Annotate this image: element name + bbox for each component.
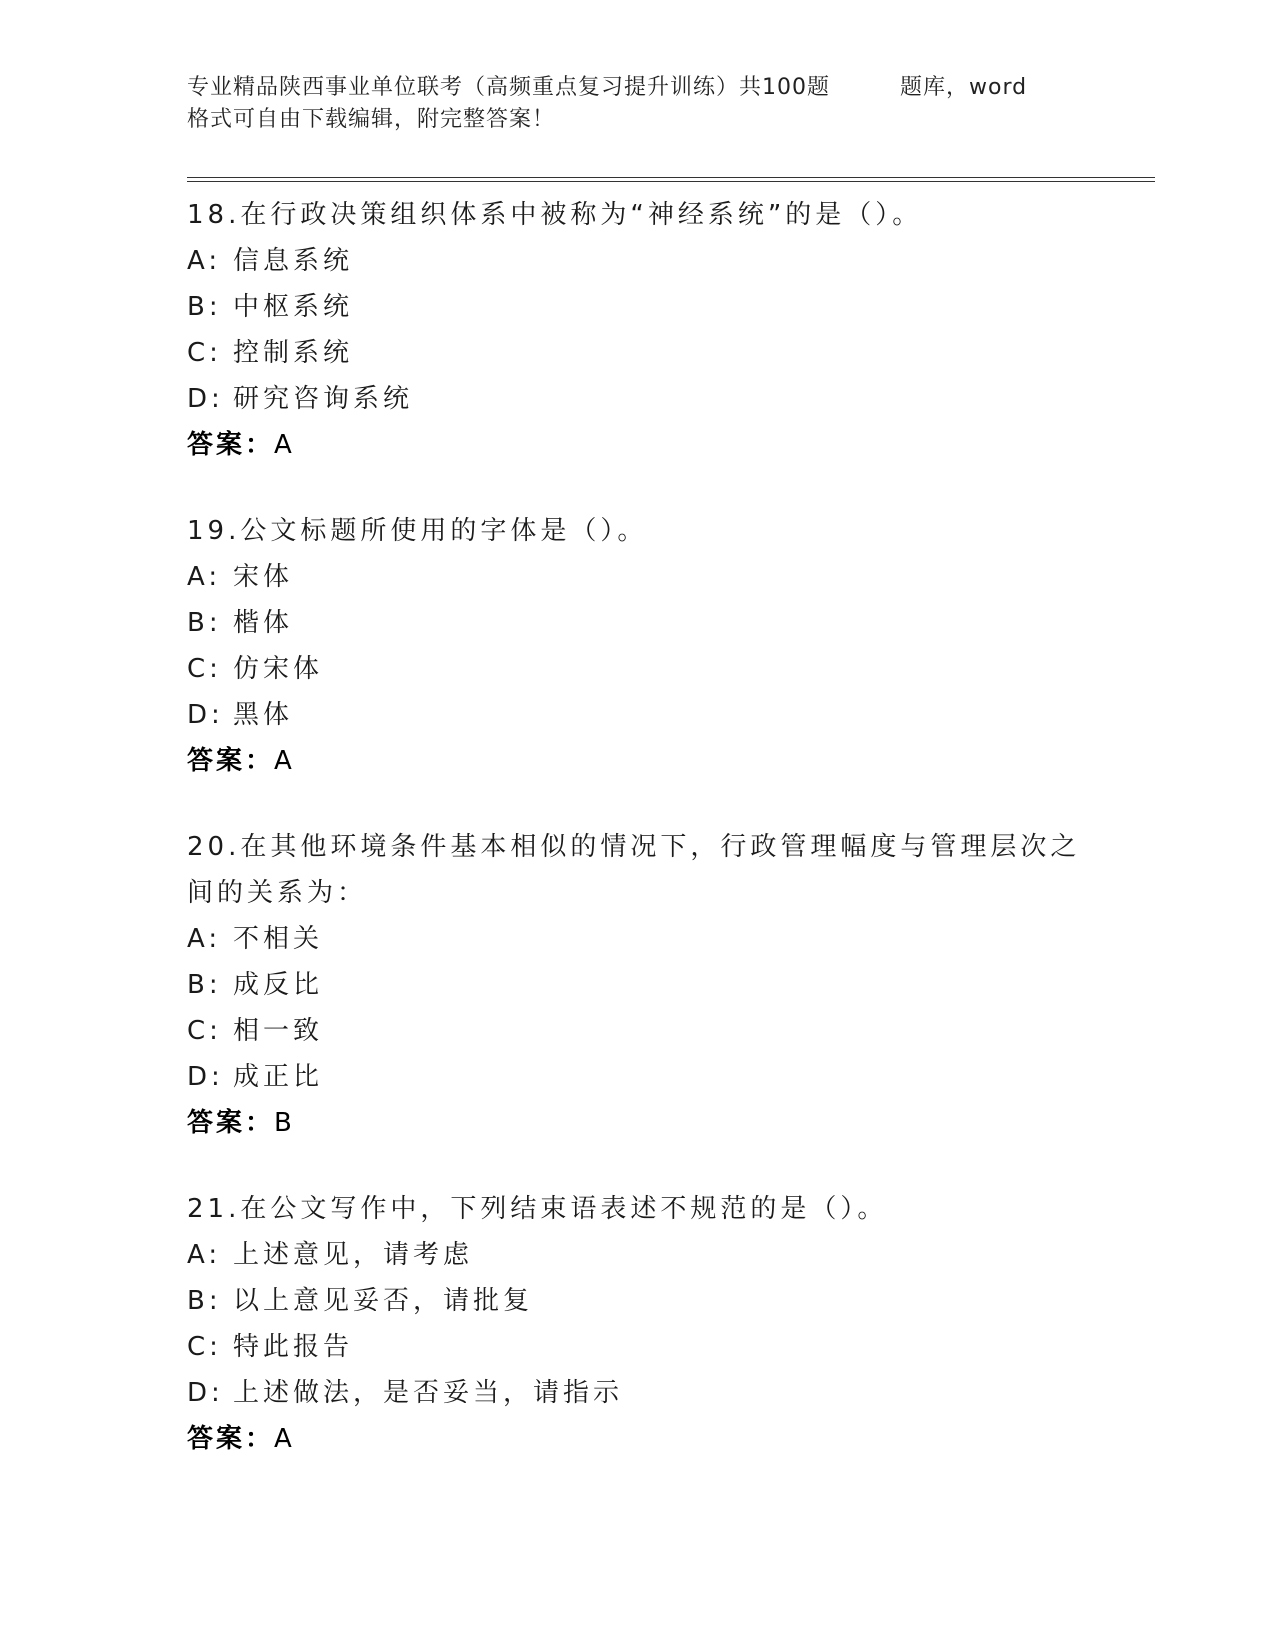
option-letter: B: (187, 608, 222, 638)
option-text: 宋体 (233, 562, 294, 592)
option-text: 中枢系统 (233, 292, 354, 322)
option-text: 成正比 (233, 1062, 324, 1092)
option-letter: A: (187, 562, 222, 592)
option-text: 楷体 (233, 608, 294, 638)
option-letter: A: (187, 246, 222, 276)
header-divider-bottom (187, 181, 1155, 182)
option-text: 信息系统 (233, 246, 354, 276)
answer-label: 答案： (187, 430, 275, 460)
option-b (187, 600, 1087, 646)
option-d (187, 1370, 1087, 1416)
option-letter: D: (187, 1062, 224, 1092)
option-text: 仿宋体 (233, 654, 324, 684)
header-line-1 (187, 72, 1087, 104)
option-b (187, 962, 1087, 1008)
option-text: 以上意见妥否，请批复 (233, 1286, 534, 1316)
option-a (187, 916, 1087, 962)
option-text: 成反比 (233, 970, 324, 1000)
header-title-suffix: 题库，word (900, 75, 1028, 100)
option-a (187, 554, 1087, 600)
header-title: 专业精品陕西事业单位联考（高频重点复习提升训练）共100题 (187, 75, 830, 100)
answer-label: 答案： (187, 746, 275, 776)
answer-value: A (274, 746, 295, 776)
option-text: 控制系统 (233, 338, 354, 368)
option-letter: D: (187, 700, 224, 730)
answer-line (187, 422, 1087, 468)
header-line-2: 格式可自由下载编辑，附完整答案！ (187, 107, 556, 132)
answer-value: B (274, 1108, 295, 1138)
option-letter: C: (187, 338, 222, 368)
option-c (187, 646, 1087, 692)
option-d (187, 1054, 1087, 1100)
option-d (187, 692, 1087, 738)
option-letter: A: (187, 1240, 222, 1270)
option-b (187, 284, 1087, 330)
option-letter: A: (187, 924, 222, 954)
question-stem: 20.在其他环境条件基本相似的情况下，行政管理幅度与管理层次之间的关系为： (187, 832, 1081, 908)
question-20 (187, 824, 1087, 1146)
answer-value: A (274, 430, 295, 460)
option-letter: C: (187, 1016, 222, 1046)
option-text: 相一致 (233, 1016, 324, 1046)
option-c (187, 1324, 1087, 1370)
answer-label: 答案： (187, 1108, 275, 1138)
option-text: 不相关 (233, 924, 324, 954)
option-letter: B: (187, 970, 222, 1000)
question-18 (187, 192, 1087, 468)
option-letter: C: (187, 654, 222, 684)
answer-label: 答案： (187, 1424, 275, 1454)
option-letter: D: (187, 1378, 224, 1408)
question-stem: 18.在行政决策组织体系中被称为“神经系统”的是（）。 (187, 200, 923, 230)
answer-line (187, 1416, 1087, 1462)
option-letter: B: (187, 1286, 222, 1316)
answer-line (187, 738, 1087, 784)
option-letter: D: (187, 384, 224, 414)
option-letter: C: (187, 1332, 222, 1362)
option-text: 上述做法，是否妥当，请指示 (233, 1378, 624, 1408)
question-stem: 21.在公文写作中，下列结束语表述不规范的是（）。 (187, 1194, 888, 1224)
option-text: 上述意见，请考虑 (233, 1240, 474, 1270)
header-divider-top (187, 177, 1155, 178)
option-b (187, 1278, 1087, 1324)
question-19 (187, 508, 1087, 784)
option-text: 研究咨询系统 (233, 384, 414, 414)
option-d (187, 376, 1087, 422)
option-a (187, 238, 1087, 284)
option-c (187, 1008, 1087, 1054)
option-letter: B: (187, 292, 222, 322)
answer-line (187, 1100, 1087, 1146)
answer-value: A (274, 1424, 295, 1454)
question-21 (187, 1186, 1087, 1462)
option-text: 黑体 (233, 700, 294, 730)
option-c (187, 330, 1087, 376)
option-text: 特此报告 (233, 1332, 354, 1362)
document-header (187, 72, 1087, 136)
question-list (187, 192, 1087, 1462)
question-stem: 19.公文标题所使用的字体是（）。 (187, 516, 648, 546)
option-a (187, 1232, 1087, 1278)
